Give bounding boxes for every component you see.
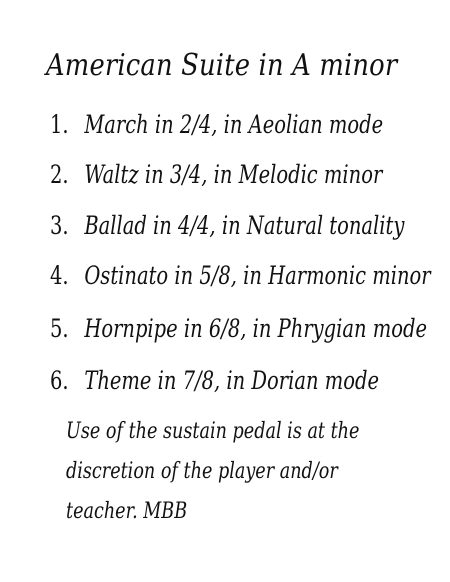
movement-text: Hornpipe in 6/8, in Phrygian mode — [84, 314, 428, 343]
movement-number: 6. — [50, 366, 69, 395]
note-line: teacher. MBB — [66, 499, 188, 524]
note-line: discretion of the player and/or — [66, 459, 338, 484]
movement-text: Ballad in 4/4, in Natural tonality — [84, 211, 405, 240]
note-line: Use of the sustain pedal is at the — [66, 419, 360, 444]
movement-item — [50, 211, 404, 240]
movement-number: 4. — [50, 261, 69, 290]
movement-text: Theme in 7/8, in Dorian mode — [84, 366, 380, 395]
movement-text: March in 2/4, in Aeolian mode — [84, 110, 384, 139]
performance-note — [66, 412, 410, 532]
movement-text: Waltz in 3/4, in Melodic minor — [84, 160, 383, 189]
movement-number: 3. — [50, 211, 69, 240]
movement-number: 5. — [50, 314, 69, 343]
movement-item — [50, 314, 427, 343]
movement-number: 1. — [50, 110, 69, 139]
movement-text: Ostinato in 5/8, in Harmonic minor — [84, 261, 431, 290]
movement-number: 2. — [50, 160, 69, 189]
movement-item — [50, 366, 379, 395]
movement-item — [50, 110, 383, 139]
movement-item — [50, 261, 431, 290]
movement-item — [50, 160, 382, 189]
document-title: American Suite in A minor — [46, 48, 398, 83]
